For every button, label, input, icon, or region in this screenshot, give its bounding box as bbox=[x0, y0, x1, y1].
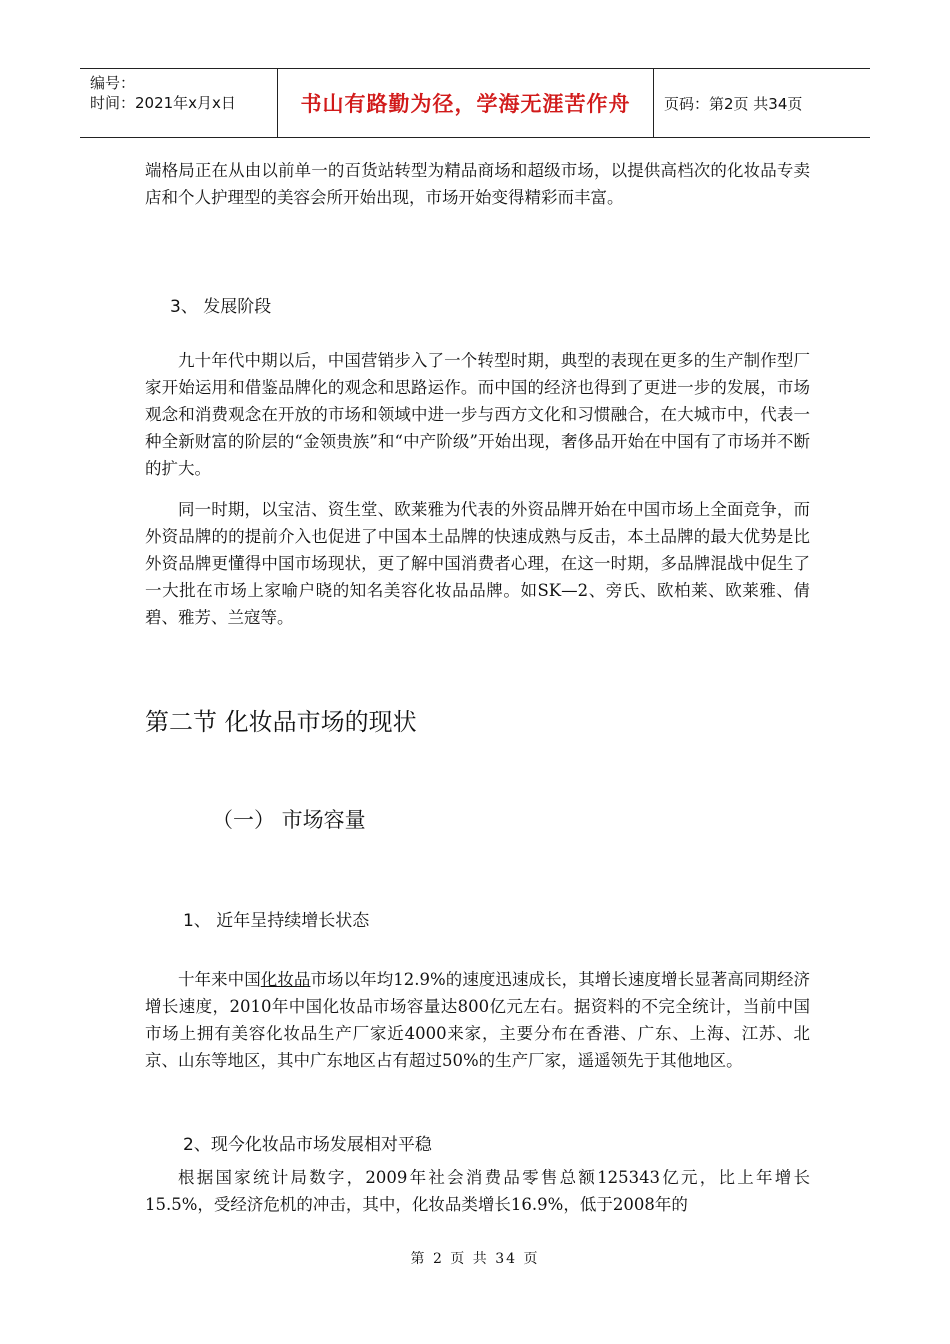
doc-date: 时间：2021年x月x日 bbox=[90, 94, 236, 112]
paragraph-1: 九十年代中期以后，中国营销步入了一个转型时期，典型的表现在更多的生产制作型厂家开始运用和借鉴品牌化的观念和思路运作。而中国的经济也得到了更进一步的发展，市场观念和消费观念在开放的市场和领域中进一步与西方文化和习惯融合，在大城市中，代表一种全新财富的阶层的“金领贵族”和“中产阶级”开始出现，奢侈品开始在中国有了市场并不断的扩大。 bbox=[145, 351, 810, 478]
paragraph-4: 根据国家统计局数字，2009年社会消费品零售总额125343亿元，比上年增长15.5%，受经济危机的冲击，其中，化妆品类增长16.9%，低于2008年的 bbox=[145, 1168, 810, 1214]
page-footer: 第 2 页 共 34 页 bbox=[410, 1251, 540, 1267]
subsection-title: （一） 市场容量 bbox=[212, 808, 366, 832]
paragraph-2: 同一时期，以宝洁、资生堂、欧莱雅为代表的外资品牌开始在中国市场上全面竞争，而外资品牌的的提前介入也促进了中国本土品牌的快速成熟与反击，本土品牌的最大优势是比外资品牌更懂得中国市场现状，更了解中国消费者心理，在这一时期，多品牌混战中促生了一大批在市场上家喻户晓的知名美容化妆品品牌。如SK—2、旁氏、欧柏莱、欧莱雅、倩碧、雅芳、兰寇等。 bbox=[145, 500, 810, 627]
paragraph-intro: 端格局正在从由以前单一的百货站转型为精品商场和超级市场，以提供高档次的化妆品专卖店和个人护理型的美容会所开始出现，市场开始变得精彩而丰富。 bbox=[145, 161, 810, 207]
paragraph-3 bbox=[145, 966, 810, 1074]
page-header bbox=[80, 68, 870, 138]
header-motto: 书山有路勤为径，学海无涯苦作舟 bbox=[278, 69, 654, 137]
heading-development-stage: 3、 发展阶段 bbox=[170, 297, 272, 317]
paragraph-3-start: 十年来中国 bbox=[178, 970, 261, 989]
doc-number: 编号： bbox=[90, 74, 136, 92]
paragraph-3-rest: 市场以年均12.9%的速度迅速成长，其增长速度增长显著高同期经济增长速度，2010年中国化妆品市场容量达800亿元左右。据资料的不完全统计，当前中国市场上拥有美容化妆品生产厂家近4000来家，主要分布在香港、广东、上海、江苏、北京、山东等地区，其中广东地区占有超过50%的生产厂家，遥遥领先于其他地区。 bbox=[145, 970, 811, 1070]
heading-growth: 1、 近年呈持续增长状态 bbox=[183, 911, 370, 931]
section-title: 第二节 化妆品市场的现状 bbox=[145, 708, 417, 736]
cosmetics-link[interactable]: 化妆品 bbox=[260, 970, 311, 989]
header-page-info: 页码：第2页 共34页 bbox=[664, 94, 803, 113]
heading-stable-market: 2、现今化妆品市场发展相对平稳 bbox=[183, 1135, 432, 1155]
header-meta bbox=[80, 69, 278, 137]
